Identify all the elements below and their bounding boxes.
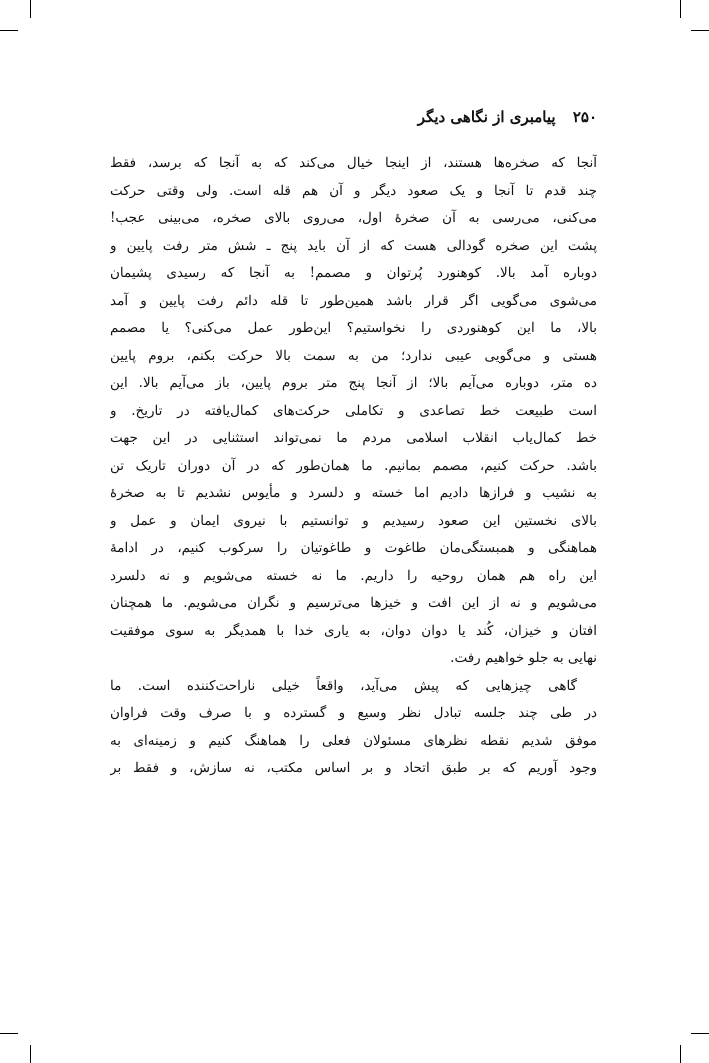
text-line: می‌کنی، می‌رسی به آن صخرهٔ اول، می‌روی بالای صخره، می‌بینی عجب! bbox=[110, 210, 597, 226]
crop-mark bbox=[691, 1033, 709, 1034]
text-line: است طبیعت خط تصاعدی و تکاملی حرکت‌های کمال‌یافته در تاریخ. و bbox=[110, 402, 597, 419]
crop-mark bbox=[30, 0, 31, 18]
text-line: موفق شدیم نقطه نظرهای مسئولان فعلی را هماهنگ کنیم و زمینه‌ای به bbox=[110, 732, 597, 749]
body-text bbox=[110, 150, 597, 783]
book-title: پیامبری از نگاهی دیگر bbox=[417, 108, 556, 126]
text-line: بالای نخستین این صعود رسیدیم و توانستیم با نیروی ایمان و عمل و bbox=[110, 512, 597, 529]
crop-mark bbox=[30, 1045, 31, 1063]
text-line: وجود آوریم که بر طبق اتحاد و بر اساس مکتب، نه سازش، و فقط بر bbox=[110, 760, 597, 776]
text-line: پشت این صخره گودالی هست که از آن باید پنج ـ شش متر رفت پایین و bbox=[110, 237, 597, 254]
crop-mark bbox=[691, 30, 709, 31]
text-line: باشد. حرکت کنیم، مصمم بمانیم. ما همان‌طور که در آن دوران تاریک تن bbox=[110, 457, 597, 474]
text-line: خط کمال‌یاب انقلاب اسلامی مردم ما نمی‌تواند استثنایی در این جهت bbox=[110, 430, 597, 446]
text-line: می‌شویم و نه از این افت و خیزها می‌ترسیم و نگران می‌شویم. ما همچنان bbox=[110, 595, 597, 611]
text-line: به نشیب و فرازها دادیم اما خسته و دلسرد و مأیوس نشدیم تا به صخرهٔ bbox=[110, 485, 597, 501]
text-line: می‌شوی می‌گویی اگر قرار باشد همین‌طور تا قله دائم رفت پایین و آمد bbox=[110, 292, 597, 309]
text-line: هماهنگی و همبستگی‌مان طاغوت و طاغوتیان را سرکوب کنیم، در ادامهٔ bbox=[110, 540, 597, 556]
text-line: در طی چند جلسه تبادل نظر وسیع و گسترده و با صرف وقت فراوان bbox=[110, 705, 597, 721]
text-line: هستی و می‌گویی عیبی ندارد؛ من به سمت بالا حرکت بکنم، بروم پایین bbox=[110, 347, 597, 364]
text-line: این راه هم همان روحیه را داریم. ما نه خسته می‌شویم و نه دلسرد bbox=[110, 567, 597, 584]
crop-mark bbox=[680, 0, 681, 18]
text-line: دوباره آمد بالا. کوهنورد پُرتوان و مصمم! به آنجا که رسیدی پشیمان bbox=[110, 265, 597, 281]
text-line: آنجا که صخره‌ها هستند، از اینجا خیال می‌کند که به آنجا که برسد، فقط bbox=[110, 155, 597, 171]
text-line: ده متر، دوباره می‌آیم بالا؛ از آنجا پنج متر بروم پایین، باز می‌آیم بالا. این bbox=[110, 375, 597, 391]
page-number: ۲۵۰ bbox=[572, 108, 597, 126]
running-head bbox=[110, 106, 597, 128]
text-line: بالا، ما این کوهنوردی را نخواستیم؟ این‌طور عمل می‌کنی؟ یا مصمم bbox=[110, 320, 597, 336]
crop-mark bbox=[680, 1045, 681, 1063]
paragraph-start-line: گاهی چیزهایی که پیش می‌آید، واقعاً خیلی ناراحت‌کننده است. ما bbox=[110, 677, 577, 694]
crop-mark bbox=[0, 30, 18, 31]
crop-mark bbox=[0, 1033, 18, 1034]
text-line: چند قدم تا آنجا و یک صعود دیگر و آن هم قله است. ولی وقتی حرکت bbox=[110, 182, 597, 199]
paragraph-end-line: نهایی به جلو خواهیم رفت. bbox=[450, 650, 597, 666]
text-line: افتان و خیزان، کُند یا دوان دوان، به یاری خدا با همدیگر به سوی موفقیت bbox=[110, 622, 597, 639]
